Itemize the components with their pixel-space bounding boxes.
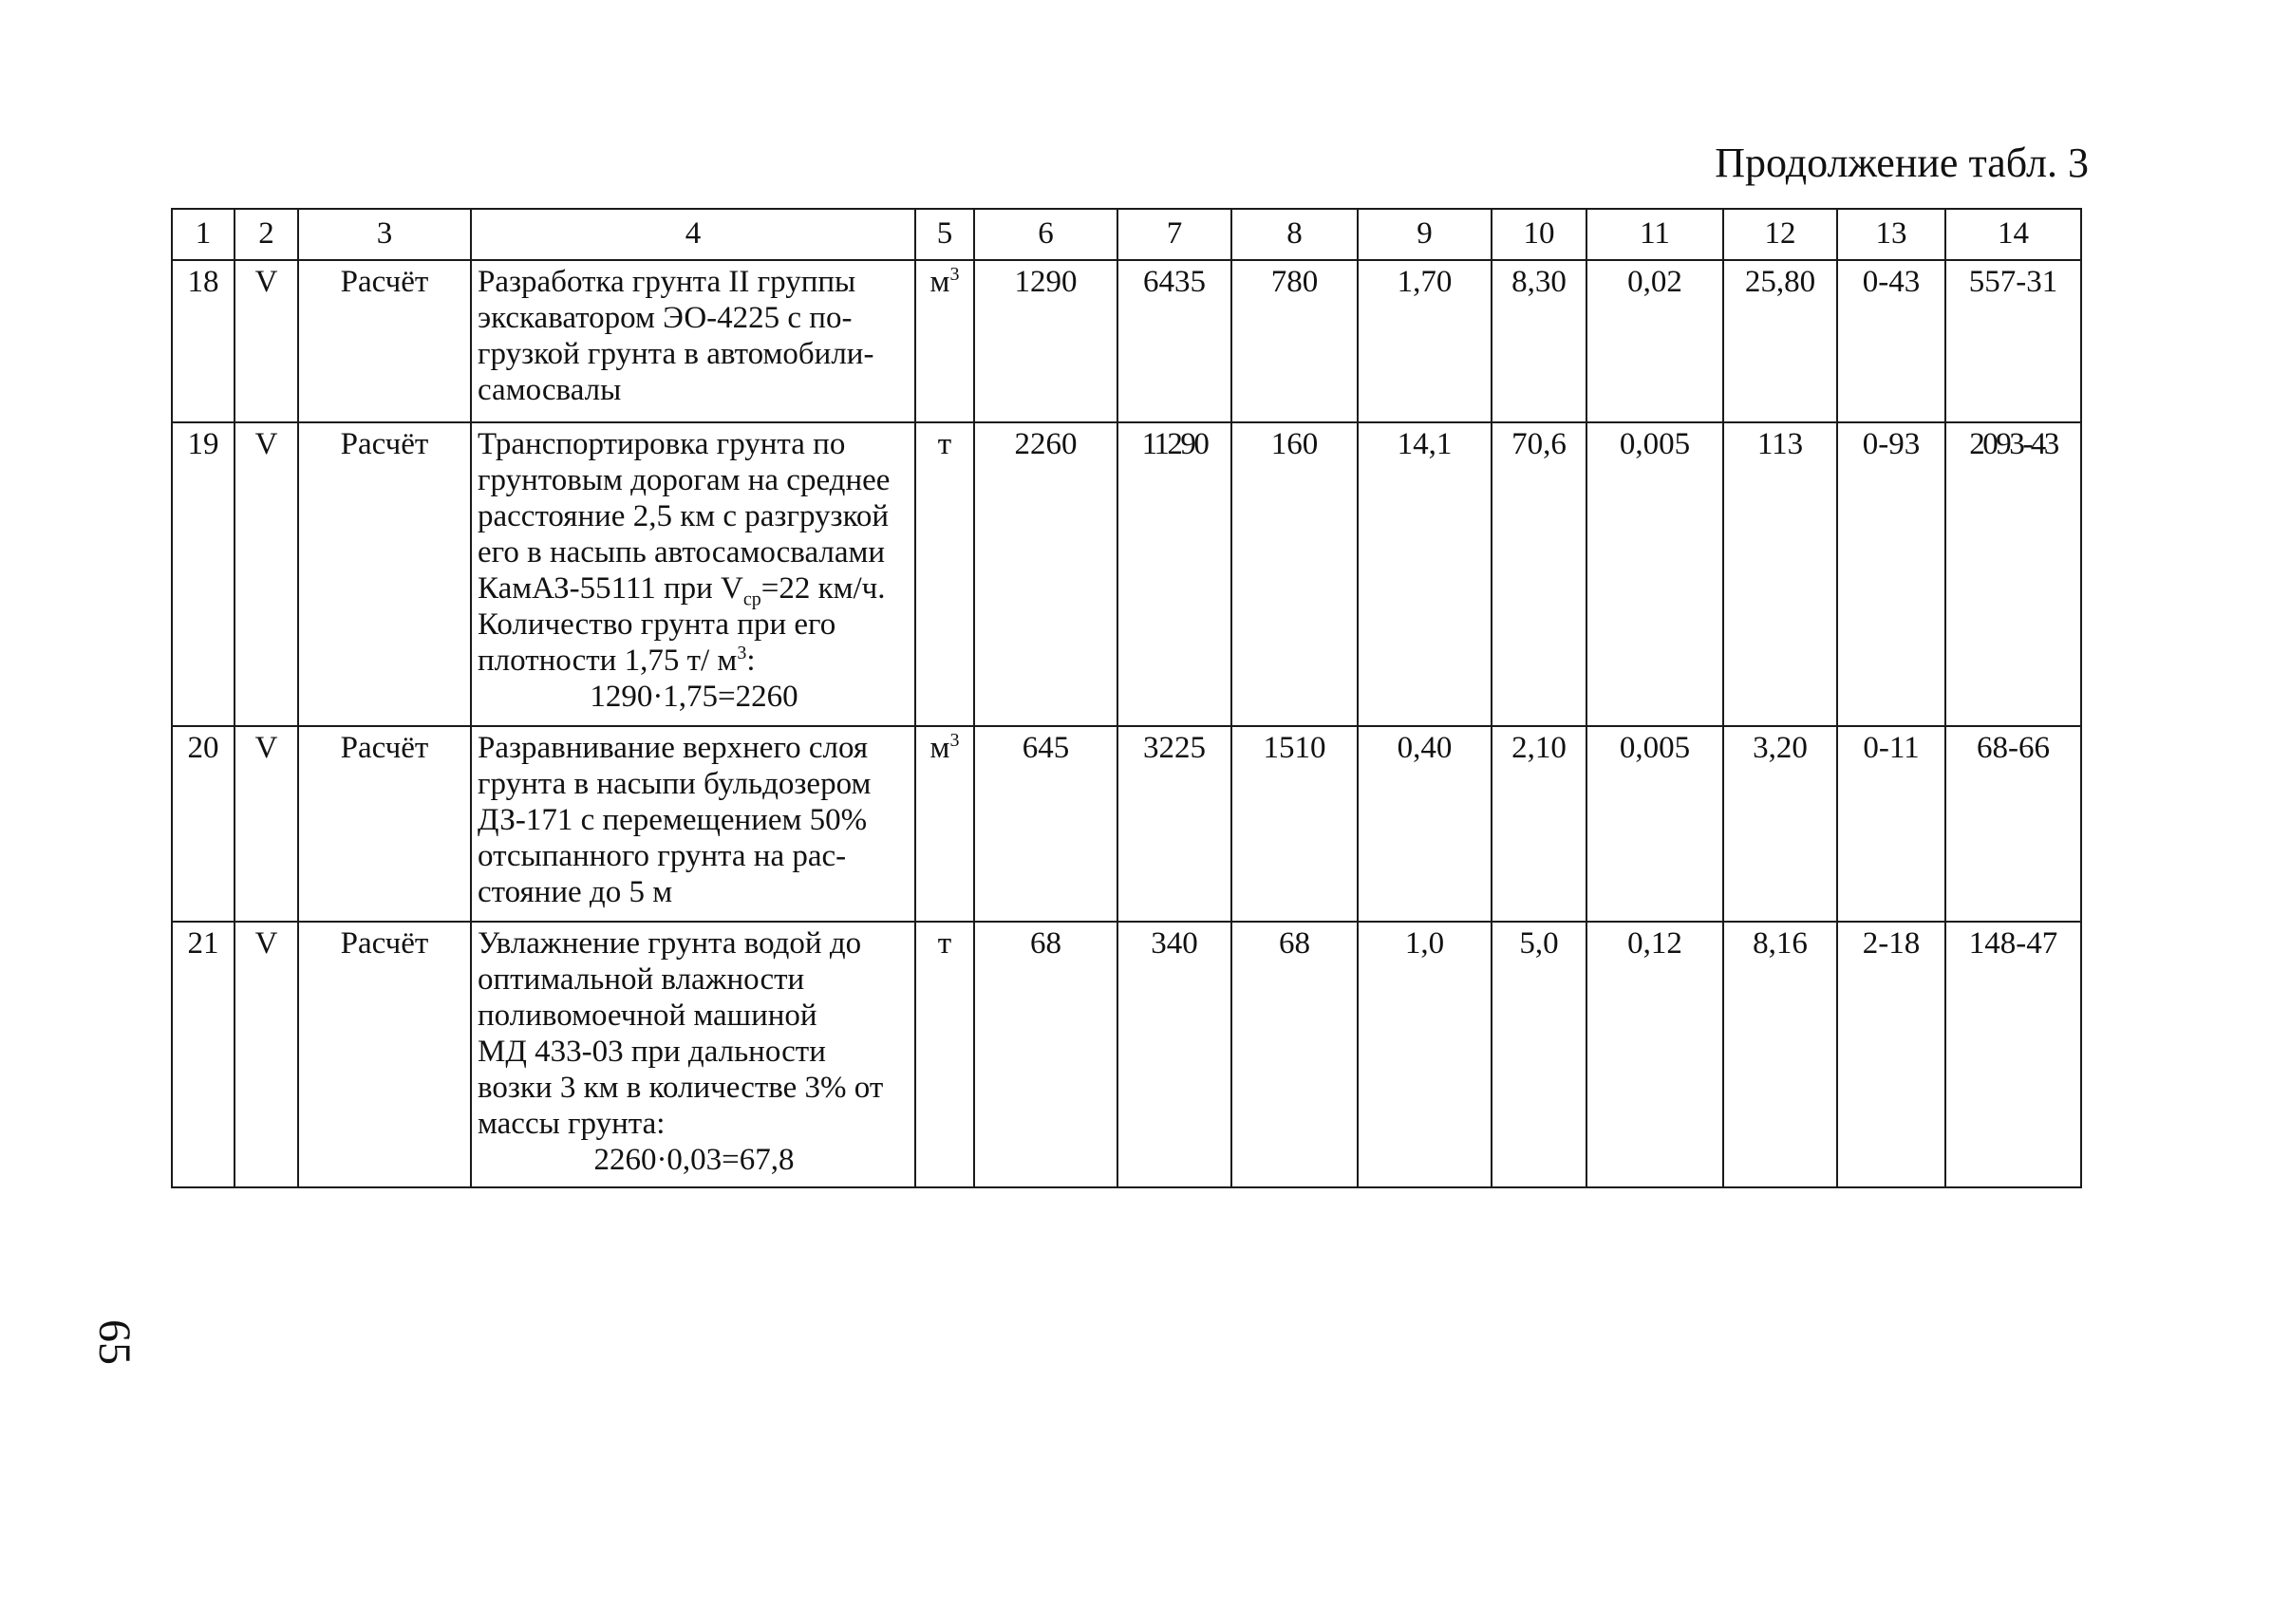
unit-text: м: [929, 731, 950, 765]
description-line: грунтовым дорогам на среднее: [478, 463, 891, 497]
row-basis: Расчёт: [298, 260, 471, 422]
cell-col-6: 645: [974, 726, 1117, 922]
column-number: 11: [1586, 209, 1723, 260]
description-calculation: 1290·1,75=2260: [590, 680, 798, 714]
cell-col-13: 2-18: [1837, 922, 1945, 1187]
cost-estimate-table: [171, 208, 2082, 1188]
row-unit: [915, 260, 974, 422]
cell-col-10: 70,6: [1492, 422, 1586, 726]
row-basis: Расчёт: [298, 922, 471, 1187]
row-group: V: [235, 422, 298, 726]
cell-col-14: 557-31: [1945, 260, 2081, 422]
description-line: стояние до 5 м: [478, 875, 673, 909]
table-caption: Продолжение табл. 3: [1715, 140, 2089, 186]
cell-col-10: 8,30: [1492, 260, 1586, 422]
table-row: [172, 726, 2081, 922]
column-number: 3: [298, 209, 471, 260]
cell-col-7: 11290: [1117, 422, 1231, 726]
cell-col-6: 68: [974, 922, 1117, 1187]
description-line: МД 433-03 при дальности: [478, 1035, 826, 1069]
table-row: [172, 422, 2081, 726]
density-superscript: 3: [737, 643, 747, 663]
row-number: 21: [172, 922, 235, 1187]
cell-col-8: 68: [1231, 922, 1358, 1187]
description-line: оптимальной влажности: [478, 962, 805, 997]
description-line: [478, 570, 910, 610]
description-line: Количество грунта при его: [478, 607, 836, 642]
column-number: 7: [1117, 209, 1231, 260]
row-number: 19: [172, 422, 235, 726]
row-basis: Расчёт: [298, 422, 471, 726]
row-group: V: [235, 726, 298, 922]
row-group: V: [235, 260, 298, 422]
cell-col-14: 68-66: [1945, 726, 2081, 922]
cell-col-13: 0-93: [1837, 422, 1945, 726]
unit-superscript: 3: [949, 730, 960, 751]
column-number: 6: [974, 209, 1117, 260]
description-line: ДЗ-171 с перемещением 50%: [478, 803, 868, 837]
density-text: плотности 1,75 т/ м: [478, 644, 738, 678]
column-number-row: [172, 209, 2081, 260]
column-number: 9: [1358, 209, 1492, 260]
row-group: V: [235, 922, 298, 1187]
cell-col-7: 340: [1117, 922, 1231, 1187]
cell-col-14: 148-47: [1945, 922, 2081, 1187]
description-line: Разравнивание верхнего слоя: [478, 731, 869, 765]
description-line: расстояние 2,5 км с разгрузкой: [478, 499, 890, 533]
description-line: поливомоечной машиной: [478, 999, 817, 1033]
description-line: массы грунта:: [478, 1107, 666, 1141]
row-number: 18: [172, 260, 235, 422]
column-number: 8: [1231, 209, 1358, 260]
column-number: 4: [471, 209, 915, 260]
row-description: [471, 726, 915, 922]
cell-col-11: 0,02: [1586, 260, 1723, 422]
description-line: [478, 643, 910, 679]
cell-col-12: 25,80: [1723, 260, 1837, 422]
row-description: [471, 260, 915, 422]
description-line: Транспортировка грунта по: [478, 427, 846, 461]
speed-text: КамАЗ-55111 при V: [478, 571, 743, 606]
speed-value: =22 км/ч.: [760, 571, 886, 606]
column-number: 12: [1723, 209, 1837, 260]
cell-col-8: 780: [1231, 260, 1358, 422]
cell-col-9: 1,0: [1358, 922, 1492, 1187]
row-basis: Расчёт: [298, 726, 471, 922]
cell-col-11: 0,12: [1586, 922, 1723, 1187]
column-number: 14: [1945, 209, 2081, 260]
cell-col-9: 0,40: [1358, 726, 1492, 922]
cell-col-10: 5,0: [1492, 922, 1586, 1187]
cell-col-7: 6435: [1117, 260, 1231, 422]
cell-col-13: 0-43: [1837, 260, 1945, 422]
table-row: [172, 260, 2081, 422]
cell-col-8: 1510: [1231, 726, 1358, 922]
description-line: экскаватором ЭО-4225 с по-: [478, 301, 853, 335]
cell-col-14: 2093-43: [1945, 422, 2081, 726]
cell-col-8: 160: [1231, 422, 1358, 726]
density-colon: :: [746, 644, 756, 678]
description-line: возки 3 км в количестве 3% от: [478, 1071, 884, 1105]
cell-col-7: 3225: [1117, 726, 1231, 922]
description-line: грузкой грунта в автомобили-: [478, 337, 874, 371]
column-number: 13: [1837, 209, 1945, 260]
description-line: отсыпанного грунта на рас-: [478, 839, 847, 873]
cell-col-11: 0,005: [1586, 422, 1723, 726]
description-line: его в насыпь автосамосвалами: [478, 535, 886, 569]
table-row: [172, 922, 2081, 1187]
cell-col-12: 113: [1723, 422, 1837, 726]
cell-col-9: 14,1: [1358, 422, 1492, 726]
cell-col-6: 1290: [974, 260, 1117, 422]
cell-col-11: 0,005: [1586, 726, 1723, 922]
row-unit: т: [915, 422, 974, 726]
cell-col-10: 2,10: [1492, 726, 1586, 922]
row-number: 20: [172, 726, 235, 922]
cell-col-12: 3,20: [1723, 726, 1837, 922]
row-unit: т: [915, 922, 974, 1187]
cell-col-6: 2260: [974, 422, 1117, 726]
page-number: 65: [89, 1319, 140, 1365]
unit-superscript: 3: [949, 264, 960, 285]
cell-col-13: 0-11: [1837, 726, 1945, 922]
row-unit: [915, 726, 974, 922]
column-number: 1: [172, 209, 235, 260]
row-description: [471, 422, 915, 726]
description-line: Увлажнение грунта водой до: [478, 926, 862, 961]
description-line: Разработка грунта II группы: [478, 265, 856, 299]
speed-subscript: ср: [742, 588, 761, 610]
column-number: 5: [915, 209, 974, 260]
description-line: самосвалы: [478, 373, 622, 407]
row-description: [471, 922, 915, 1187]
column-number: 2: [235, 209, 298, 260]
description-calculation: 2260·0,03=67,8: [593, 1143, 795, 1177]
column-number: 10: [1492, 209, 1586, 260]
cell-col-9: 1,70: [1358, 260, 1492, 422]
unit-text: м: [929, 265, 950, 299]
description-line: грунта в насыпи бульдозером: [478, 767, 872, 801]
cell-col-12: 8,16: [1723, 922, 1837, 1187]
